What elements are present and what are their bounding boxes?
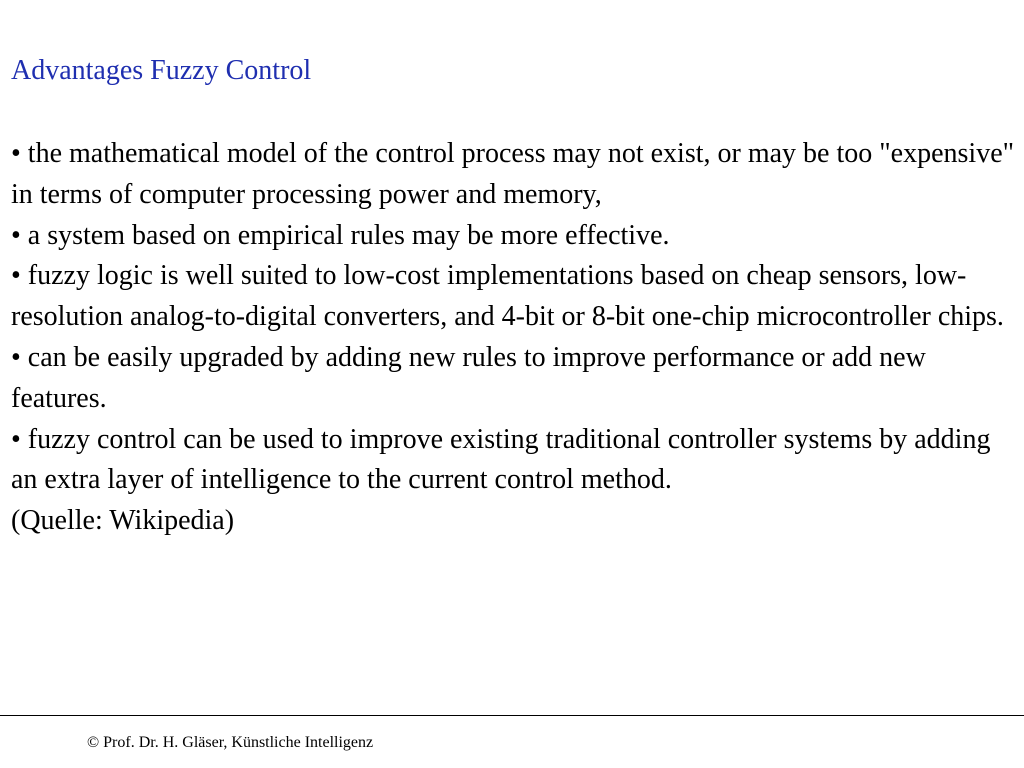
bullet-item: • a system based on empirical rules may be more effective. bbox=[11, 219, 670, 251]
footer-divider bbox=[0, 715, 1024, 716]
bullet-item: • the mathematical model of the control process may not exist, or may be too "expensive" in terms of computer processing power and memory, bbox=[11, 138, 1015, 210]
footer-copyright: © Prof. Dr. H. Gläser, Künstliche Intelligenz bbox=[87, 734, 374, 751]
bullet-item: • fuzzy control can be used to improve existing traditional controller systems by adding an extra layer of intelligence to the current control method. bbox=[11, 423, 991, 496]
source-citation: (Quelle: Wikipedia) bbox=[11, 505, 235, 537]
bullet-item: • can be easily upgraded by adding new rules to improve performance or add new features. bbox=[11, 341, 926, 414]
slide-title: Advantages Fuzzy Control bbox=[11, 55, 312, 86]
bullet-item: • fuzzy logic is well suited to low-cost implementations based on cheap sensors, low-resolution analog-to-digital converters, and 4-bit or 8-bit one-chip microcontroller chips. bbox=[11, 260, 1004, 333]
slide-body bbox=[11, 134, 1019, 542]
